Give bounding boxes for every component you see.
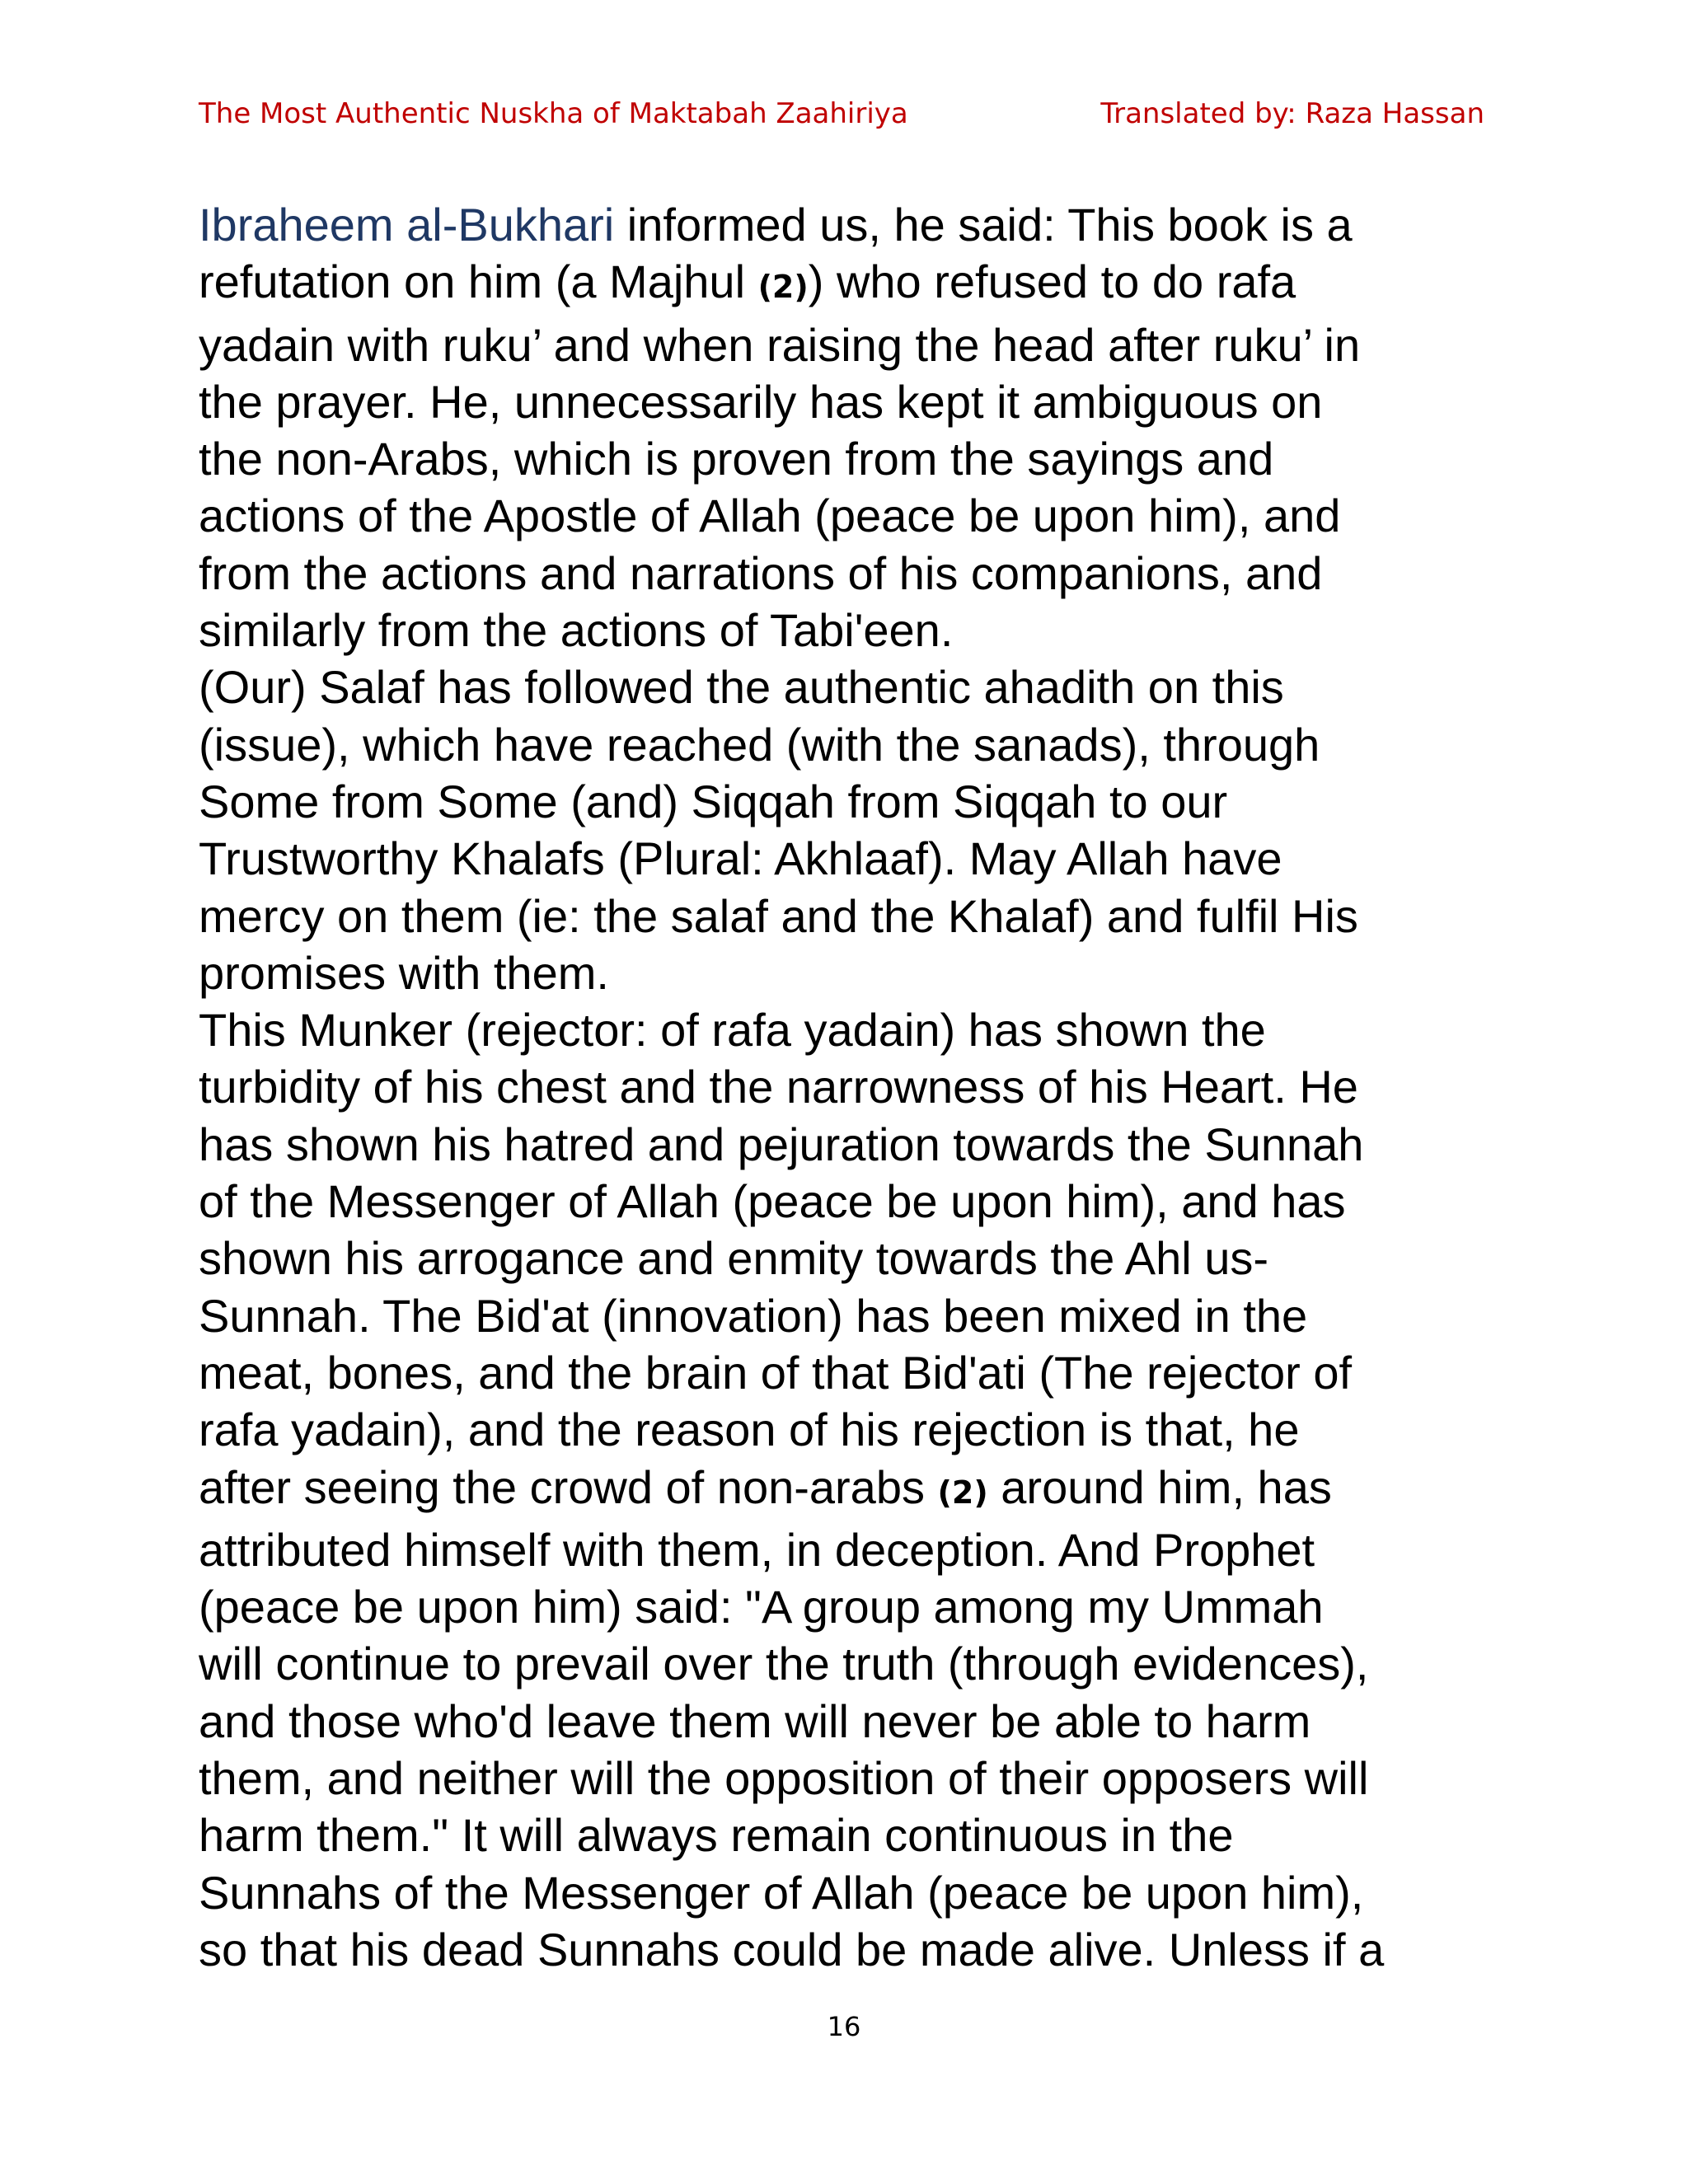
body-line: yadain with ruku’ and when raising the head after ruku’ in [199,318,1361,371]
body-line: rafa yadain), and the reason of his rejection is that, he [199,1404,1300,1456]
body-line: mercy on them (ie: the salaf and the Khalaf) and fulfil His [199,889,1358,942]
body-line: Sunnahs of the Messenger of Allah (peace be upon him), [199,1866,1364,1919]
body-line: similarly from the actions of Tabi'een. [199,604,954,657]
body-line: Some from Some (and) Siqqah from Siqqah to our [199,775,1228,827]
body-line: the prayer. He, unnecessarily has kept it ambiguous on [199,375,1323,428]
narrator-name: Ibraheem al-Bukhari [199,199,615,251]
line-text: after seeing the crowd of non-arabs [199,1460,938,1513]
body-line: will continue to prevail over the truth (through evidences), [199,1638,1369,1690]
body-line: and those who'd leave them will never be able to harm [199,1694,1311,1747]
header-book-title: The Most Authentic Nuskha of Maktabah Zaahiriya [199,97,908,130]
body-line [199,196,1501,253]
body-line: the non-Arabs, which is proven from the sayings and [199,433,1274,485]
body-line: promises with them. [199,946,609,999]
body-line: attributed himself with them, in deception. And Prophet [199,1523,1315,1576]
line-text: around him, has [987,1460,1332,1513]
body-line: This Munker (rejector: of rafa yadain) has shown the [199,1004,1266,1057]
page-header [199,97,1484,147]
body-line: meat, bones, and the brain of that Bid'ati (The rejector of [199,1346,1353,1399]
body-line: (issue), which have reached (with the sanads), through [199,718,1320,771]
line-text: ) who refused to do rafa [808,255,1296,308]
body-line: turbidity of his chest and the narrowness of his Heart. He [199,1061,1358,1113]
body-line: harm them." It will always remain continuous in the [199,1809,1234,1862]
body-line: Sunnah. The Bid'at (innovation) has been mixed in the [199,1289,1308,1342]
line-text: refutation on him (a Majhul [199,255,758,308]
body-line: them, and neither will the opposition of their opposers will [199,1752,1369,1805]
body-line: has shown his hatred and pejuration towards the Sunnah [199,1118,1364,1170]
body-line: actions of the Apostle of Allah (peace be upon him), and [199,490,1341,542]
header-translator: Translated by: Raza Hassan [1100,97,1484,130]
body-line: of the Messenger of Allah (peace be upon him), and has [199,1175,1346,1228]
page-number: 16 [827,2011,861,2042]
body-line [199,253,1501,316]
footnote-reference: (2) [937,1474,988,1511]
body-line: from the actions and narrations of his companions, and [199,546,1323,599]
body-line: so that his dead Sunnahs could be made alive. Unless if a [199,1923,1385,1975]
body-line [199,1459,1501,1521]
footnote-reference: (2) [757,269,809,306]
body-line: (peace be upon him) said: "A group among my Ummah [199,1581,1324,1633]
body-line: shown his arrogance and enmity towards the Ahl us- [199,1232,1269,1285]
body-line: Trustworthy Khalafs (Plural: Akhlaaf). May Allah have [199,832,1282,885]
body-line: (Our) Salaf has followed the authentic ahadith on this [199,661,1284,714]
body-text [199,196,1501,1978]
line-text: informed us, he said: This book is a [614,199,1353,251]
